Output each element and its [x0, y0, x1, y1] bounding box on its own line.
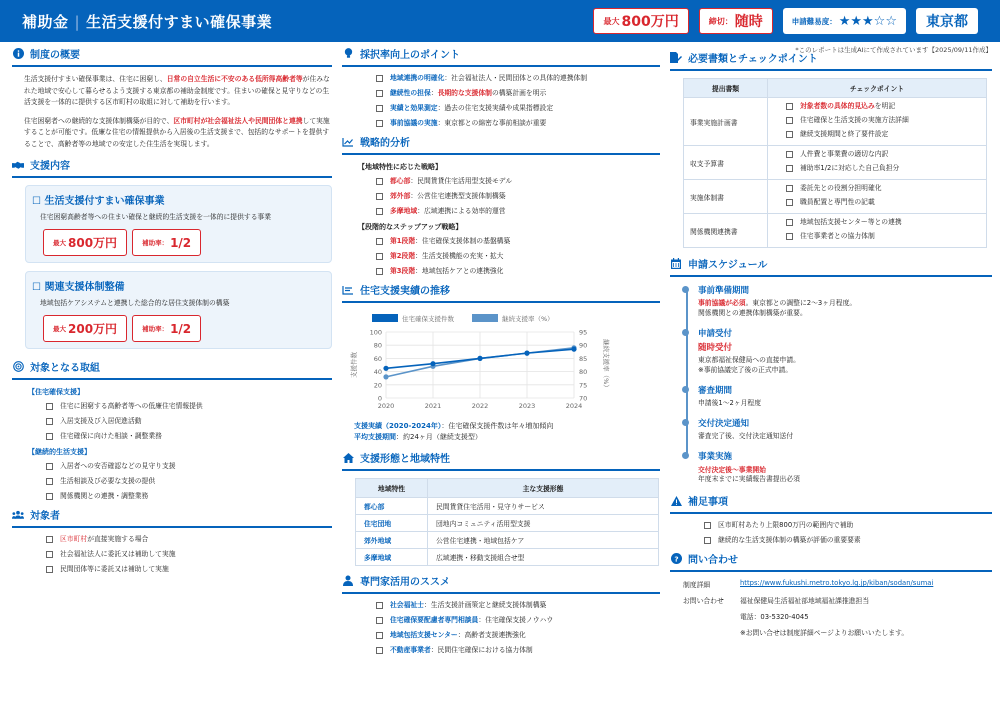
checklist-item: 住宅確保要配慮者専門相談員 ：住宅確保支援ノウハウ [376, 616, 660, 625]
checkbox-icon [376, 75, 383, 82]
section-contact-header: ? 問い合わせ [670, 551, 992, 572]
checkbox-icon [704, 522, 711, 529]
checkbox-icon [46, 551, 53, 558]
checklist-item: 入居支援及び入居促進活動 [46, 417, 332, 426]
ai-disclaimer: *このレポートは生成AIにて作成されています【2025/09/11作成】 [795, 46, 992, 54]
max-amount-pill: 最大 800万円 [43, 229, 127, 256]
checklist-item: 入居者への安否確認などの見守り支援 [46, 462, 332, 471]
checklist-item: 関係機関との連携・調整業務 [46, 492, 332, 501]
strategy-group-label: 【地域特性に応じた戦略】 [358, 163, 442, 171]
checklist-item: 職員配置と専門性の記載 [786, 198, 986, 207]
table-row: 実施体制書 委託先との役割分担明確化 職員配置と専門性の記載 [684, 180, 987, 214]
support-card-1 [25, 185, 332, 263]
deadline-badge: 締切： 随時 [699, 8, 773, 34]
checkbox-icon [786, 103, 793, 110]
line-chart-icon [342, 284, 354, 296]
contact-note: ※お問い合せは制度詳細ページよりお願いいたします。 [740, 629, 909, 637]
checklist-item: 委託先との役割分担明確化 [786, 184, 986, 193]
users-icon [12, 509, 24, 521]
checkbox-icon [786, 233, 793, 240]
svg-text:85: 85 [579, 354, 588, 363]
middle-column [342, 46, 660, 661]
column-header: チェックポイント [768, 79, 987, 98]
line-chart [342, 310, 660, 415]
section-support-header: 支援内容 [12, 157, 332, 178]
checkbox-icon [376, 120, 383, 127]
svg-text:95: 95 [579, 328, 588, 337]
checkbox-icon [704, 537, 711, 544]
checklist-item: 区市町村 が直接実施する場合 [46, 535, 332, 544]
checklist-item: 継続支援期間と終了要件設定 [786, 130, 986, 139]
svg-text:継続支援率（%）: 継続支援率（%） [502, 315, 554, 323]
target-icon [12, 361, 24, 373]
checklist-item: 補助率1/2に対応した自己負担分 [786, 164, 986, 173]
timeline-step: 交付決定通知 審査完了後、交付決定通知送付 [698, 417, 992, 441]
support-card-2 [25, 271, 332, 349]
home-icon [342, 452, 354, 464]
checklist-item: 社会福祉士 ：生活支援計画策定と継続支援体制構築 [376, 601, 660, 610]
user-tie-icon [342, 575, 354, 587]
svg-text:90: 90 [579, 341, 588, 350]
checklist-item: 継続的な生活支援体制の構築が評価の重要要素 [704, 536, 992, 545]
checkbox-icon [786, 117, 793, 124]
header-bar [0, 0, 1000, 42]
targets-group-label: 【継続的生活支援】 [28, 448, 91, 456]
checkbox-icon [46, 433, 53, 440]
phone-number: 電話：03-5320-4045 [740, 613, 809, 621]
section-eligible-header: 対象者 [12, 507, 332, 528]
checklist-item: 人件費と事業費の適切な内訳 [786, 150, 986, 159]
star-rating-icon: ★★★☆☆ [838, 13, 897, 29]
section-schedule-header: 申請スケジュール [670, 256, 992, 277]
checkbox-icon [46, 478, 53, 485]
section-notes-header: 補足事項 [670, 493, 992, 514]
section-targets-header: 対象となる取組 [12, 359, 332, 380]
checkbox-icon [376, 208, 383, 215]
support-trend-chart [342, 310, 660, 415]
left-column [12, 46, 332, 580]
svg-text:支援件数: 支援件数 [350, 352, 358, 378]
checkbox-icon [376, 178, 383, 185]
timeline-step: 事前準備期間 事前協議が必須。東京都との調整に2〜3ヶ月程度。 関係機関との連携体制構築が重要。 [698, 284, 992, 318]
checkbox-icon [376, 238, 383, 245]
checkbox-icon [786, 219, 793, 226]
right-column [670, 46, 992, 649]
support-card-title: ☐ 生活支援付すまい確保事業 [32, 196, 165, 207]
checklist-item: 郊外部 ：公営住宅連携型支援体制構築 [376, 192, 660, 201]
svg-text:2023: 2023 [518, 402, 536, 410]
svg-text:100: 100 [369, 328, 382, 337]
table-row: 収支予算書 人件費と事業費の適切な内訳 補助率1/2に対応した自己負担分 [684, 146, 987, 180]
checklist-item: 地域連携の明確化 ： 社会福祉法人・民間団体との具体的連携体制 [376, 74, 660, 83]
page-title [22, 11, 272, 32]
table-row: 関係機関連携書 地域包括支援センター等との連携 住宅事業者との協力体制 [684, 214, 987, 248]
timeline-line [686, 290, 688, 454]
timeline-step: 審査期間 申請後1〜2ヶ月程度 [698, 384, 992, 408]
trend-summary: 支援実績（2020-2024年）：住宅確保支援件数は年々増加傾向 平均支援期間：約24ヶ月（継続支援型） [354, 422, 554, 441]
support-card-title: ☐ 関連支援体制整備 [32, 282, 125, 293]
max-amount-badge: 最大 800万円 [593, 8, 688, 34]
detail-label: 制度詳細 [683, 581, 711, 589]
prefecture-badge: 東京都 [916, 8, 978, 34]
checkbox-icon [46, 463, 53, 470]
table-row: 都心部 民間賃貸住宅活用・見守りサービス [356, 498, 659, 515]
section-documents-header: 必要書類とチェックポイント [670, 50, 992, 71]
contact-info [683, 579, 992, 643]
section-region-header: 支援形態と地域特性 [342, 450, 660, 471]
warning-icon [670, 495, 682, 507]
support-card-desc: 住宅困窮高齢者等への住まい確保と継続的生活支援を一体的に提供する事業 [40, 213, 272, 221]
checklist-item: 第1段階 ：住宅確保支援体制の基盤構築 [376, 237, 660, 246]
svg-text:80: 80 [373, 341, 382, 350]
checklist-item: 民間団体等に委託又は補助して実施 [46, 565, 332, 574]
checklist-item: 実績と効果測定 ： 過去の住宅支援実績や成果指標設定 [376, 104, 660, 113]
checkbox-icon [46, 536, 53, 543]
question-circle-icon [670, 553, 682, 565]
checkbox-icon [46, 418, 53, 425]
subsidy-rate-pill: 補助率： 1/2 [132, 315, 201, 342]
column-header: 提出書類 [684, 79, 768, 98]
checklist-item: 区市町村あたり上限800万円の範囲内で補助 [704, 521, 992, 530]
section-experts-header: 専門家活用のススメ [342, 573, 660, 594]
timeline-step: 事業実施 交付決定後〜事業開始 年度末までに実績報告書提出必須 [698, 450, 992, 484]
checkbox-icon [786, 131, 793, 138]
section-strategy-header: 戦略的分析 [342, 134, 660, 155]
checklist-item: 住宅確保と生活支援の実施方法詳細 [786, 116, 986, 125]
max-amount-pill: 最大 200万円 [43, 315, 127, 342]
checklist-item: 事前協議の実施 ： 東京都との綿密な事前相談が重要 [376, 119, 660, 128]
section-trend-header: 住宅支援実績の推移 [342, 282, 660, 303]
lightbulb-icon [342, 48, 354, 60]
info-icon [12, 48, 24, 60]
checklist-item: 継続性の担保 ： 長期的な支援体制 の構築計画を明示 [376, 89, 660, 98]
svg-text:75: 75 [579, 381, 588, 390]
checklist-item: 生活相談及び必要な支援の提供 [46, 477, 332, 486]
calendar-icon [670, 258, 682, 270]
program-detail-link[interactable]: https://www.fukushi.metro.tokyo.lg.jp/kiban/sodan/sumai [740, 579, 934, 587]
checklist-item: 多摩地域 ：広域連携による効率的運営 [376, 207, 660, 216]
table-row: 住宅団地 団地内コミュニティ活用型支援 [356, 515, 659, 532]
checkbox-icon [376, 617, 383, 624]
checkbox-icon [46, 403, 53, 410]
documents-table [683, 78, 987, 248]
department: 福祉保健局生活福祉部地域福祉課推進担当 [740, 597, 870, 605]
checkbox-icon [376, 193, 383, 200]
file-edit-icon [670, 52, 682, 64]
timeline-dot-icon [682, 419, 689, 426]
checklist-item: 地域包括支援センター等との連携 [786, 218, 986, 227]
handshake-icon [12, 159, 24, 171]
line-chart-icon [342, 136, 354, 148]
title-separator: | [74, 12, 81, 31]
svg-text:2024: 2024 [565, 402, 583, 410]
checkbox-icon [376, 647, 383, 654]
column-header: 地域特性 [356, 479, 428, 498]
checklist-item: 対象者数の具体的見込み を明記 [786, 102, 986, 111]
checklist-item: 住宅事業者との協力体制 [786, 232, 986, 241]
checkbox-icon [376, 602, 383, 609]
overview-paragraph-1: 生活支援付すまい確保事業は、住宅に困窮し、日常の自立生活に不安のある低所得高齢者等が住みなれた地域で安心して暮らせるよう支援する東京都の補助金制度です。住まいの確保と見守りなどの生活支援を一体的に提供する区市町村の取組に対して補助を行います。 [24, 75, 330, 106]
svg-text:継続支援率（%）: 継続支援率（%） [602, 339, 610, 391]
timeline-dot-icon [682, 329, 689, 336]
table-row: 多摩地域 広域連携・移動支援組合せ型 [356, 549, 659, 566]
svg-text:2022: 2022 [471, 402, 489, 410]
svg-text:?: ? [673, 554, 679, 564]
checkbox-icon [376, 253, 383, 260]
checkbox-icon [46, 566, 53, 573]
svg-text:70: 70 [579, 394, 588, 403]
checklist-item: 第3段階 ：地域包括ケアとの連携強化 [376, 267, 660, 276]
inquiry-label: お問い合わせ [683, 597, 724, 605]
table-row: 事業実施計画書 対象者数の具体的見込み を明記 住宅確保と生活支援の実施方法詳細 継続支援期間と終了要件設定 [684, 98, 987, 146]
checklist-item: 地域包括支援センター ：高齢者支援連携強化 [376, 631, 660, 640]
category-label: 補助金 [22, 12, 69, 31]
checkbox-icon [786, 165, 793, 172]
schedule-timeline [684, 284, 992, 484]
table-row: 郊外地域 公営住宅連携・地域包括ケア [356, 532, 659, 549]
overview-paragraph-2: 住宅困窮者への継続的な支援体制構築が目的で、区市町村が社会福祉法人や民間団体と連携して実施することが可能です。低廉な住宅の情報提供から入居後の生活支援まで、包括的なサポートを提供することで、高齢者等の地域での安定した住生活を実現します。 [24, 116, 330, 148]
checklist-item: 社会福祉法人に委託又は補助して実施 [46, 550, 332, 559]
checklist-item: 不動産事業者 ：民間住宅確保における協力体制 [376, 646, 660, 655]
header-badges [593, 8, 978, 34]
difficulty-badge: 申請難易度： ★★★☆☆ [783, 8, 906, 34]
section-overview-header: 制度の概要 [12, 46, 332, 67]
checkbox-icon [786, 185, 793, 192]
checkbox-icon [786, 199, 793, 206]
subsidy-rate-pill: 補助率： 1/2 [132, 229, 201, 256]
strategy-group-label: 【段階的なステップアップ戦略】 [358, 223, 463, 231]
svg-text:20: 20 [373, 381, 382, 390]
targets-group-label: 【住宅確保支援】 [28, 388, 84, 396]
timeline-dot-icon [682, 452, 689, 459]
timeline-step: 申請受付 随時受付 東京都福祉保健局への直接申請。 ※事前協議完了後の正式申請。 [698, 327, 992, 375]
checkbox-icon [376, 105, 383, 112]
svg-text:40: 40 [373, 368, 382, 377]
svg-text:2020: 2020 [377, 402, 395, 410]
checklist-item: 第2段階 ：生活支援機能の充実・拡大 [376, 252, 660, 261]
checkbox-icon [376, 90, 383, 97]
timeline-dot-icon [682, 286, 689, 293]
svg-text:0: 0 [377, 394, 382, 403]
checkbox-icon [786, 151, 793, 158]
svg-text:60: 60 [373, 354, 382, 363]
section-points-header: 採択率向上のポイント [342, 46, 660, 67]
checkbox-icon [376, 268, 383, 275]
column-header: 主な支援形態 [428, 479, 659, 498]
checklist-item: 都心部 ：民間賃貸住宅活用型支援モデル [376, 177, 660, 186]
svg-text:80: 80 [579, 368, 588, 377]
checkbox-icon [46, 493, 53, 500]
checklist-item: 住宅確保に向けた相談・調整業務 [46, 432, 332, 441]
svg-text:2021: 2021 [424, 402, 442, 410]
timeline-dot-icon [682, 386, 689, 393]
program-title: 生活支援付すまい確保事業 [86, 12, 273, 31]
svg-text:住宅確保支援件数: 住宅確保支援件数 [402, 315, 454, 323]
region-table [355, 478, 659, 566]
checkbox-icon [376, 632, 383, 639]
support-card-desc: 地域包括ケアシステムと連携した総合的な居住支援体制の構築 [40, 299, 230, 307]
checklist-item: 住宅に困窮する高齢者等への低廉住宅情報提供 [46, 402, 332, 411]
